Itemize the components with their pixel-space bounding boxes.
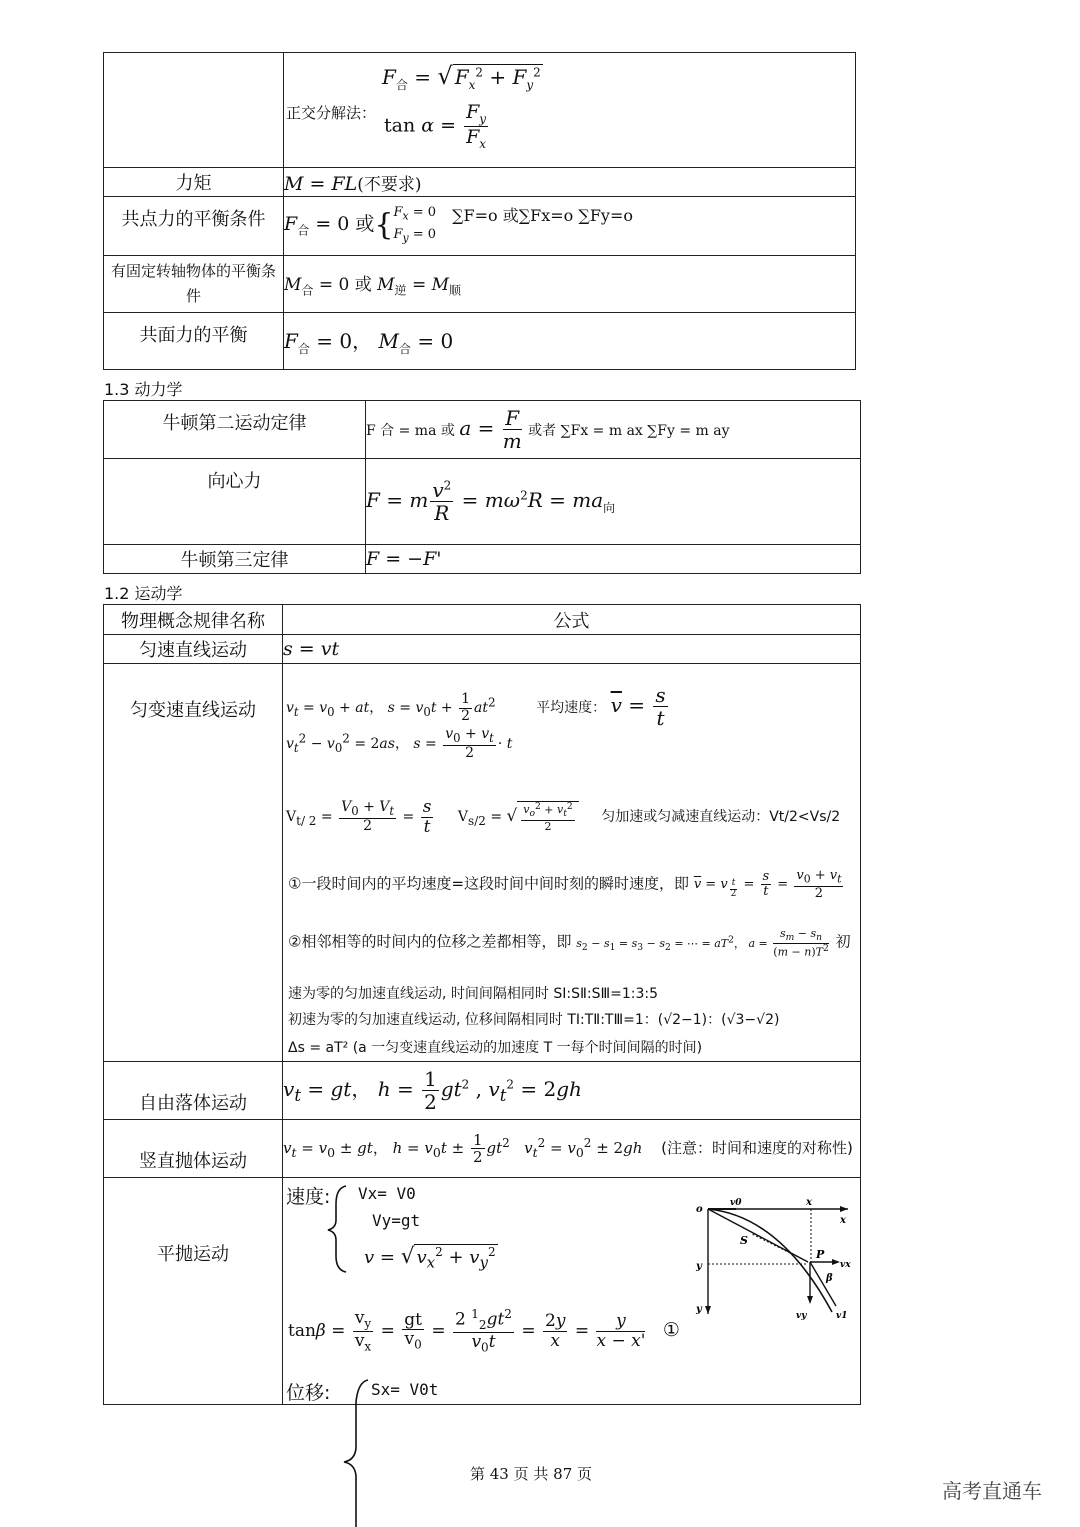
tan-alpha-formula: tan α = $\frac{F_y}{F_x}$ [384,101,487,151]
diagram-y-left: y [696,1261,702,1272]
displacement-label: 位移: [286,1382,331,1404]
newton2-formula: F 合 = ma 或 a = $\frac{F}{m}$ 或者 ∑Fx = m ax ∑Fy = m ay [366,401,861,459]
centripetal-name: 向心力 [104,459,366,545]
rule-2-text: ②相邻相等的时间内的位移之差都相等，即 [288,932,572,951]
diagram-beta: β [826,1273,833,1284]
watermark: 高考直通车 [942,1479,1042,1503]
diagram-vx: vx [840,1260,851,1270]
accel-formula-1: $v_t = v_0$ + at， $s = v_0t$ + $\frac{1}{2}$ $at^2$ 平均速度： $\overline{v}$ = $\frac{s}{t}$ [286,683,666,730]
tan-beta-formula: tanβ = $\frac{v_y}{v_x}$ = $\frac{gt}{v_0}$ = $\frac{2 ^1_2gt^2}{v_0t}$ = $\frac{2y}{x}$ = $\frac{y}{x - x'}$ ① [288,1307,680,1355]
newton2-formula-a: F 合 = ma 或 [366,423,455,439]
diagram-v1: v1 [836,1311,848,1321]
header-name: 物理概念规律名称 [104,605,283,635]
diagram-s: S [740,1234,748,1247]
sx-formula: Sx= V0t [371,1380,439,1399]
newton3-formula: F = −F' [366,545,861,574]
torque-formula: M = FL(不要求) [284,168,856,197]
section-dynamics: 1.3 动力学 [104,380,183,399]
velocity-label: 速度: [286,1186,331,1208]
accel-note: 匀加速或匀减速直线运动：Vt/2<Vs/2 [601,809,841,826]
newton2-formula-b: 或者 ∑Fx = m ax ∑Fy = m ay [528,423,730,439]
rule-4: 初速为零的匀加速直线运动, 位移间隔相同时 TⅠ:TⅡ:TⅢ=1：(√2−1)：(√3−√2) [288,1012,780,1028]
vy-formula: Vy=gt [372,1211,421,1230]
projectile-diagram [690,1196,860,1324]
v-magnitude-formula: v = √ $v_x^2 + v_y^2$ [364,1244,496,1272]
coplanar-name: 共面力的平衡 [104,313,284,370]
newton2-name: 牛顿第二运动定律 [104,401,366,459]
uniform-name: 匀速直线运动 [104,635,283,664]
resultant-force-formula: $F_合$ = √ $F_x^2 + F_y^2$ [382,62,541,92]
rule-1: ①一段时间内的平均速度=这段时间中间时刻的瞬时速度，即 $\overline{v} = v$ $_{\frac{t}{2}}$ = $\frac{s}{t}$ = $\frac{v_0 + v_t}{2}$ [288,868,842,901]
diagram-p: P [816,1248,825,1261]
fixed-axis-name: 有固定转轴物体的平衡条件 [104,256,284,313]
accel-formula-2: $v_t^2 - v_0^2 = 2as$， s = $\frac{v_0 + v_t}{2}$ · t [286,726,513,761]
diagram-v0: v0 [730,1198,742,1208]
uniform-formula: s = vt [283,635,861,664]
displacement-brace [340,1378,370,1527]
torque-note: (不要求) [357,174,422,195]
rule-1-text: ①一段时间内的平均速度=这段时间中间时刻的瞬时速度，即 [288,874,690,893]
orthogonal-decomposition-cell [284,53,856,168]
diagram-x-top: x [806,1197,812,1208]
circle-one: ① [662,1318,680,1341]
header-formula: 公式 [283,605,861,635]
avg-speed-label: 平均速度： [536,700,607,716]
coplanar-formula: $F_合 = 0$， $M_合 = 0$ [284,313,856,370]
concurrent-sum: ∑F=o 或∑Fx=o ∑Fy=o [452,206,634,225]
statics-table [103,52,856,370]
centripetal-formula: F = m $\frac{v^2}{R}$ = $m\omega^2R = ma_向$ [366,459,861,545]
torque-name: 力矩 [104,168,284,197]
orthogonal-label: 正交分解法： [286,104,377,122]
accel-name: 匀变速直线运动 [104,664,283,1062]
section-kinematics: 1.2 运动学 [104,584,183,603]
dynamics-table [103,400,861,574]
projectile-name: 平抛运动 [104,1178,283,1405]
empty-name-cell [104,53,284,168]
newton3-name: 牛顿第三定律 [104,545,366,574]
diagram-o: o [696,1204,703,1215]
diagram-vy: vy [796,1311,807,1321]
concurrent-name: 共点力的平衡条件 [104,197,284,256]
vertical-formula: $v_t = v_0$ ± gt， $h = v_0t$ ± $\frac{1}{2}$ $gt^2$ $v_t^2 = v_0^2 \pm 2gh$ (注意：时间和速度的对称性) [283,1120,861,1178]
page-footer: 第 43 页 共 87 页 [470,1465,593,1483]
rule-5: Δs = aT² (a 一匀变速直线运动的加速度 T 一每个时间间隔的时间) [288,1040,703,1056]
diagram-y-axis: y [696,1304,702,1315]
fixed-axis-formula: $M_合 = 0$ 或 $M_逆 = M_顺$ [284,256,856,313]
rule-2: ②相邻相等的时间内的位移之差都相等，即 $s_2 - s_1 = s_3 - s_2$ = ⋯ = $aT^2$， a = $\frac{s_m - s_n}{(m - n)T^2}$ 初 [288,927,851,959]
freefall-name: 自由落体运动 [104,1062,283,1120]
vx-formula: Vx= V0 [358,1184,416,1203]
diagram-x-axis: x [840,1215,846,1226]
concurrent-formula: $F_合 = 0$ 或{$F_x = 0$ $F_y = 0$ $^{\sum F=o 或\sum Fx=o \sum Fy=o}$ [284,197,856,256]
accel-formula-3: $V_{t/ 2}$ = $\frac{V_0 + V_t}{2}$ = $\frac{s}{t}$ $V_{s/2}$ = √ $\frac{v_o^2 + v_t^2}{2}$ 匀加速或匀减速直线运动：Vt/2<Vs/2 [286,797,841,837]
vertical-note: (注意：时间和速度的对称性) [661,1138,853,1157]
rule-3: 速为零的匀加速直线运动, 时间间隔相同时 SⅠ:SⅡ:SⅢ=1:3:5 [288,986,659,1002]
rule-2-tail: 初 [835,932,851,951]
vertical-name: 竖直抛体运动 [104,1120,283,1178]
freefall-formula: $v_t$ = gt， h = $\frac{1}{2}$ $gt^2$ , $v_t^2 = 2gh$ [283,1062,861,1120]
velocity-brace [326,1184,350,1274]
